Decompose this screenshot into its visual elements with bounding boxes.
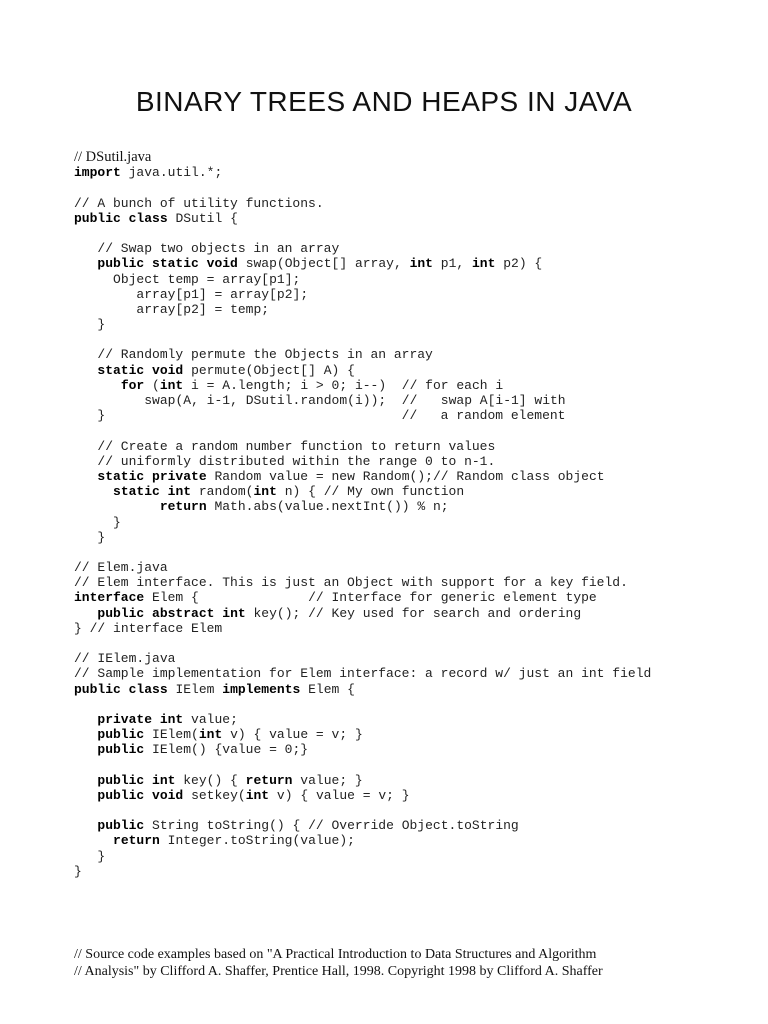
code-line: public static void swap(Object[] array, int p1, int p2) { bbox=[97, 256, 543, 272]
code-line: public IElem(int v) { value = v; } bbox=[97, 727, 363, 743]
code-line: private int value; bbox=[97, 711, 238, 727]
code-line: static int random(int n) { // My own function bbox=[113, 484, 465, 500]
code-line bbox=[74, 226, 651, 241]
code-line: // Create a random number function to return values bbox=[97, 438, 496, 454]
code-line: return Math.abs(value.nextInt()) % n; bbox=[159, 499, 449, 515]
code-line: // uniformly distributed within the range 0 to n-1. bbox=[97, 453, 496, 469]
code-line: // A bunch of utility functions. bbox=[74, 195, 324, 211]
source-citation-footer bbox=[74, 946, 603, 980]
code-line: // Sample implementation for Elem interface: a record w/ just an int field bbox=[74, 666, 652, 682]
code-line bbox=[74, 180, 651, 195]
code-line: } bbox=[74, 863, 82, 879]
code-line: interface Elem { // Interface for generic element type bbox=[74, 590, 597, 606]
footer-line: // Analysis" by Clifford A. Shaffer, Prentice Hall, 1998. Copyright 1998 by Clifford A. Shaffer bbox=[74, 964, 603, 979]
code-line: // Swap two objects in an array bbox=[97, 241, 340, 257]
code-line: public void setkey(int v) { value = v; } bbox=[97, 787, 410, 803]
code-line: import java.util.*; bbox=[74, 165, 223, 181]
code-line: public String toString() { // Override Object.toString bbox=[97, 818, 519, 834]
code-line: } // a random element bbox=[74, 408, 566, 424]
code-listing bbox=[74, 150, 651, 879]
code-line: for (int i = A.length; i > 0; i--) // for each i bbox=[120, 377, 504, 393]
code-line: swap(A, i-1, DSutil.random(i)); // swap A[i-1] with bbox=[144, 393, 566, 408]
code-line: // Elem.java bbox=[74, 560, 168, 576]
code-line: // Elem interface. This is just an Object with support for a key field. bbox=[74, 575, 628, 591]
code-line: public class DSutil { bbox=[74, 210, 238, 226]
code-line: array[p1] = array[p2]; bbox=[136, 286, 309, 302]
code-line: // DSutil.java bbox=[74, 149, 152, 165]
code-line: // IElem.java bbox=[74, 651, 176, 667]
footer-line: // Source code examples based on "A Practical Introduction to Data Structures and Algorithm bbox=[74, 947, 597, 962]
code-line: public abstract int key(); // Key used for search and ordering bbox=[97, 605, 582, 621]
code-line: return Integer.toString(value); bbox=[113, 833, 355, 849]
code-line: // Randomly permute the Objects in an array bbox=[97, 347, 433, 363]
code-line bbox=[74, 697, 651, 712]
code-line: Object temp = array[p1]; bbox=[113, 271, 301, 287]
code-line bbox=[74, 423, 651, 438]
code-line: static void permute(Object[] A) { bbox=[97, 362, 355, 378]
code-line: } bbox=[74, 514, 121, 530]
code-line: } // interface Elem bbox=[74, 620, 223, 636]
code-line: public class IElem implements Elem { bbox=[74, 681, 355, 697]
code-line: } bbox=[74, 317, 106, 333]
code-line bbox=[74, 332, 651, 347]
code-line: } bbox=[74, 848, 106, 864]
code-line: public IElem() {value = 0;} bbox=[97, 742, 309, 758]
code-line bbox=[74, 803, 651, 818]
code-line bbox=[74, 545, 651, 560]
code-line: static private Random value = new Random();// Random class object bbox=[97, 468, 605, 484]
code-line bbox=[74, 758, 651, 773]
code-line bbox=[74, 636, 651, 651]
page-title: BINARY TREES AND HEAPS IN JAVA bbox=[135, 86, 633, 117]
code-line: public int key() { return value; } bbox=[97, 772, 363, 788]
code-line: array[p2] = temp; bbox=[136, 301, 270, 317]
code-line: } bbox=[74, 529, 106, 545]
